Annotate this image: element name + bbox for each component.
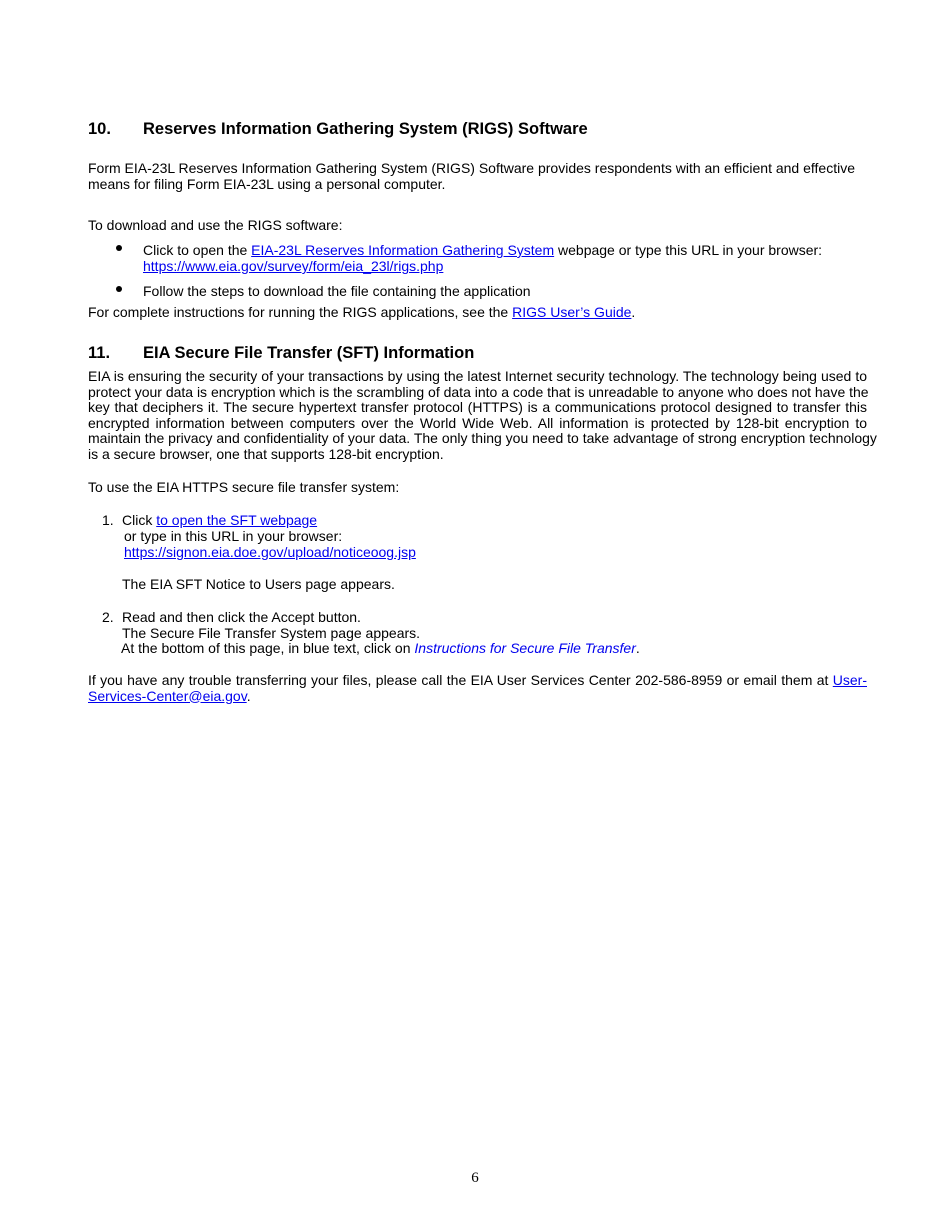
rigs-instructions xyxy=(88,304,868,320)
section-10-intro-line-1: Form EIA-23L Reserves Information Gathering System (RIGS) Software provides respondents with an efficient and effective xyxy=(88,160,855,176)
rigs-instructions-prefix: For complete instructions for running the RIGS applications, see the xyxy=(88,304,513,320)
step-1-line-1 xyxy=(122,512,317,528)
rigs-users-guide-link[interactable]: RIGS User’s Guide xyxy=(512,304,632,320)
section-11-body xyxy=(88,368,877,462)
sft-instructions-link[interactable]: Instructions for Secure File Transfer xyxy=(414,640,636,656)
section-10-intro-line-2: means for filing Form EIA-23L using a personal computer. xyxy=(88,176,446,192)
section-11-body-line: protect your data is encryption which is the scrambling of data into a code that is unreadable to anyone who does not have the xyxy=(88,383,869,400)
section-11-body-line: key that deciphers it. The secure hypertext transfer protocol (HTTPS) is a communications protocol designed to transfer this xyxy=(88,399,867,415)
step-2-number: 2. xyxy=(102,609,114,625)
section-11-number: 11. xyxy=(88,344,111,362)
email-link-part-1[interactable]: User- xyxy=(832,672,867,688)
rigs-system-link[interactable]: EIA-23L Reserves Information Gathering System xyxy=(251,242,555,258)
rigs-url-link[interactable]: https://www.eia.gov/survey/form/eia_23l/rigs.php xyxy=(143,258,444,274)
download-intro: To download and use the RIGS software: xyxy=(88,217,343,233)
step-1-url-line xyxy=(124,544,416,560)
email-link-part-2[interactable]: Services-Center@eia.gov xyxy=(88,687,247,704)
section-11-heading xyxy=(88,343,474,363)
contact-line-1 xyxy=(88,672,867,688)
section-11-title: EIA Secure File Transfer (SFT) Information xyxy=(143,344,475,362)
bullet-1-line-2 xyxy=(143,258,443,274)
step-2-line-2: The Secure File Transfer System page appears. xyxy=(122,625,421,641)
step-2-line-3-suffix: . xyxy=(635,640,640,656)
section-11-body-line: is a secure browser, one that supports 128-bit encryption. xyxy=(88,445,444,462)
contact-line-2 xyxy=(88,688,867,704)
step-1-line-2: or type in this URL in your browser: xyxy=(124,528,343,544)
contact-prefix: If you have any trouble transferring your files, please call the EIA User Services Center 202-586-8959 or email them at xyxy=(88,672,833,688)
bullet-1-line-1 xyxy=(143,242,822,258)
step-1-note: The EIA SFT Notice to Users page appears. xyxy=(122,576,395,592)
step-1-number: 1. xyxy=(102,512,114,528)
sft-use-intro: To use the EIA HTTPS secure file transfer system: xyxy=(88,479,400,495)
page-number: 6 xyxy=(471,1170,479,1186)
rigs-instructions-suffix: . xyxy=(631,304,636,320)
contact-paragraph xyxy=(88,672,867,703)
sft-url-link[interactable]: https://signon.eia.doe.gov/upload/noticeoog.jsp xyxy=(124,544,416,560)
bullet-1-prefix: Click to open the xyxy=(143,242,252,258)
section-11-body-line: maintain the privacy and confidentiality of your data. The only thing you need to take advantage of strong encryption technology xyxy=(88,430,877,446)
bullet-1-dot xyxy=(116,245,122,251)
bullet-2-dot xyxy=(116,286,122,292)
step-2-line-1: Read and then click the Accept button. xyxy=(122,609,361,625)
section-11-body-line: encrypted information between computers over the World Wide Web. All information is protected by 128-bit encryption to xyxy=(88,414,867,431)
contact-suffix: . xyxy=(246,687,251,704)
step-1-prefix: Click xyxy=(122,512,157,528)
bullet-2-text: Follow the steps to download the file containing the application xyxy=(143,283,531,299)
section-11-body-line: EIA is ensuring the security of your transactions by using the latest Internet security technology. The technology being used to xyxy=(88,368,867,384)
bullet-1-suffix: webpage or type this URL in your browser: xyxy=(554,242,823,258)
section-10-number: 10. xyxy=(88,120,111,138)
sft-webpage-link[interactable]: to open the SFT webpage xyxy=(156,512,318,528)
step-2-line-3 xyxy=(121,640,640,656)
section-10-heading xyxy=(88,119,588,139)
section-10-title: Reserves Information Gathering System (RIGS) Software xyxy=(143,120,588,138)
step-2-line-3-prefix: At the bottom of this page, in blue text, click on xyxy=(121,640,415,656)
